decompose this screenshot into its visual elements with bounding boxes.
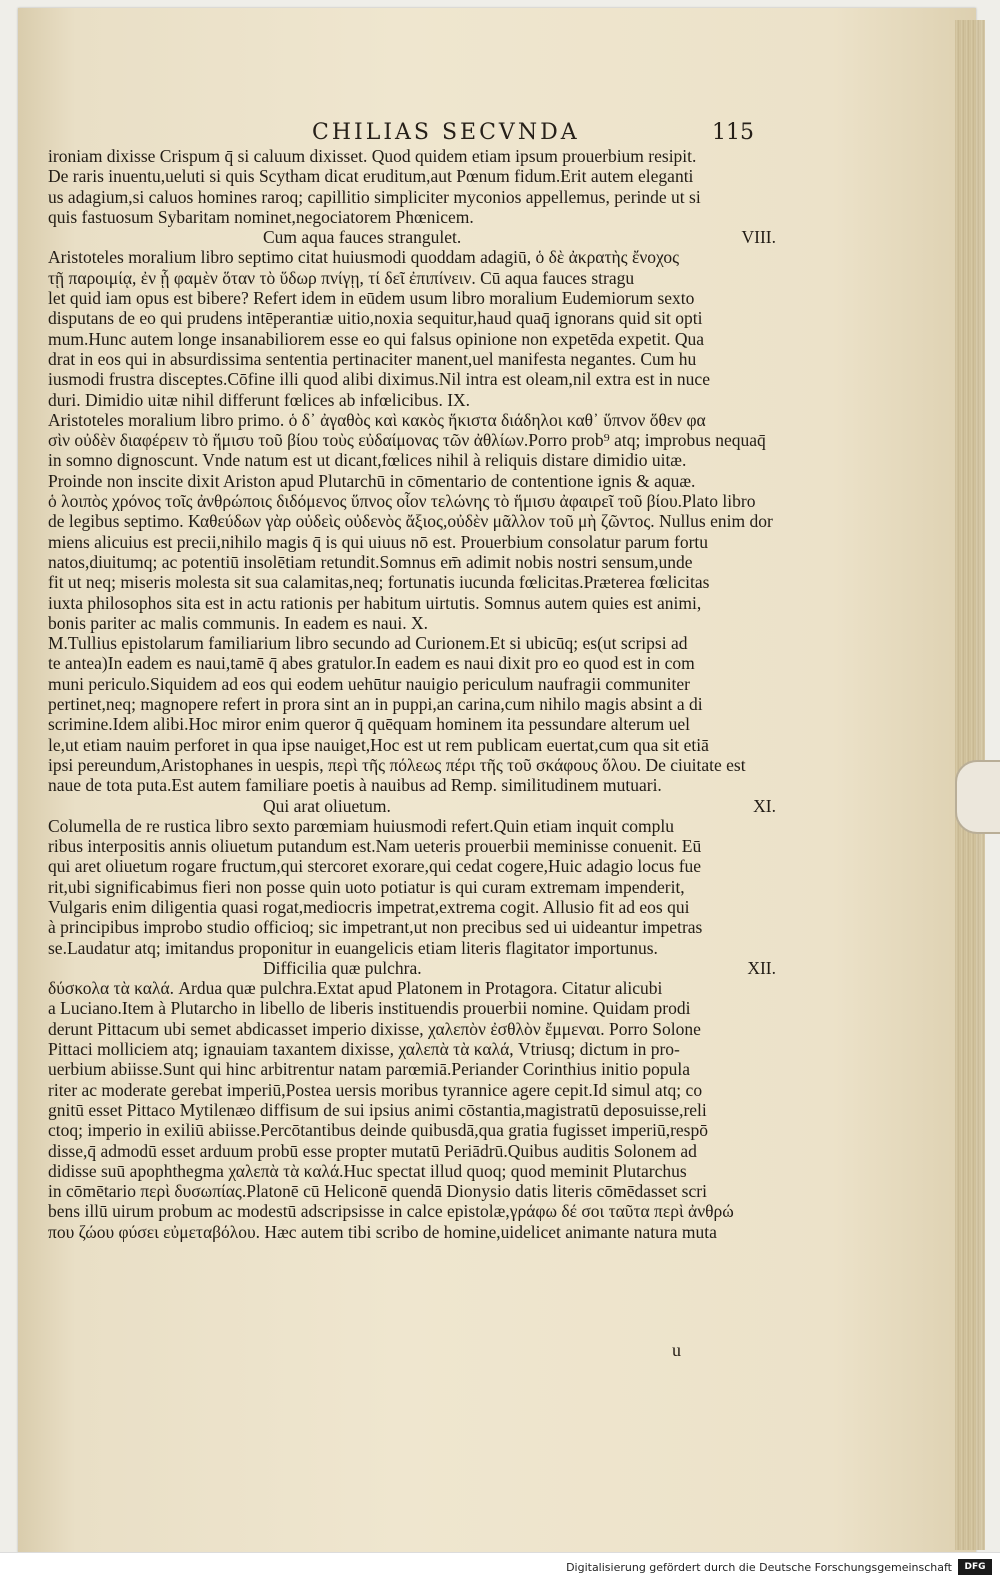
footer-bar <box>0 1552 1000 1583</box>
text-line: Columella de re rustica libro sexto parœmiam huiusmodi refert.Quin etiam inquit complu <box>48 815 674 836</box>
text-line: ὁ λοιπὸς χρόνος τοῖς ἀνθρώποις διδόμενος ὕπνος οἷον τελώνης τὸ ἥμισυ ἀφαιρεῖ τοῦ βίου.Plato libro <box>48 491 756 512</box>
adage-title: Qui arat oliuetum. <box>263 795 391 816</box>
text-line: natos,diuitumq; ac potentiū insolētiam retundit.Somnus em̄ adimit nobis nostri sensum,unde <box>48 551 693 572</box>
text-line: ironiam dixisse Crispum q̄ si caluum dixisset. Quod quidem etiam ipsum prouerbium resipit. <box>48 146 697 166</box>
text-line: us adagium,si caluos homines raroq; capillitio simpliciter myconios appellemus, perinde ut si <box>48 186 701 207</box>
adage-number: VIII. <box>741 227 776 248</box>
text-line: miens alicuius est precii,nihilo magis q̄ is qui uiuus nō est. Prouerbium consolatur parum fortu <box>48 531 709 552</box>
text-line: mum.Hunc autem longe insanabiliorem esse eo qui falsus opinione non expetēda expetit. Qua <box>48 328 705 349</box>
running-head: CHILIAS SECVNDA <box>312 120 580 145</box>
text-line: M.Tullius epistolarum familiarium libro secundo ad Curionem.Et si ubicūq; es(ut scripsi ad <box>48 633 688 654</box>
adage-number: XII. <box>747 957 776 978</box>
text-line: ctoq; imperio in exiliū abiisse.Percōtantibus deinde quibusdā,qua gratia fugisset imperiū,respō <box>48 1120 708 1141</box>
text-line: duri. Dimidio uitæ nihil differunt fœlices ab infœlicibus. IX. <box>48 389 471 410</box>
text-line: Proinde non inscite dixit Ariston apud Plutarchū in cōmentario de contentione ignis & aquæ. <box>48 470 696 491</box>
text-line: Aristoteles moralium libro septimo citat huiusmodi quoddam adagiū, ὁ δὲ ἀκρατὴς ἔνοχος <box>48 247 680 268</box>
text-line: se.Laudatur atq; imitandus proponitur in euangelicis etiam literis flagitator importunus. <box>48 937 658 958</box>
adage-heading <box>48 227 776 247</box>
text-line: le,ut etiam nauim perforet in qua ipse nauiget,Hoc est ut rem publicam euertat,cum qua sit etiā <box>48 734 709 755</box>
main-text <box>48 146 776 1242</box>
text-line: fit ut neq; miseris molesta sit sua calamitas,neq; fortunatis iucunda fœlicitas.Præterea fœlicitas <box>48 572 710 593</box>
text-line: rit,ubi significabimus fieri non posse quin uoto potiatur is qui curam extremam impenderit, <box>48 876 685 897</box>
text-line: derunt Pittacum ubi semet abdicasset imperio dixisse, χαλεπὸν ἐσθλὸν ἔμμεναι. Porro Solone <box>48 1018 701 1039</box>
adage-heading <box>48 958 776 978</box>
text-line: in cōmētario περὶ δυσωπίας.Platonē cū Heliconē quendā Dionysio datis literis cōmēdasset scri <box>48 1181 707 1202</box>
text-line: uerbium abiisse.Sunt qui hinc arbitrentur natam parœmiā.Periander Corinthius initio popula <box>48 1059 691 1080</box>
footer-credit: Digitalisierung gefördert durch die Deutsche Forschungsgemeinschaft <box>566 1561 952 1574</box>
text-line: disputans de eo qui prudens intēperantiæ uitio,noxia sequitur,haud quaq̄ ignorans quid sit opti <box>48 308 703 329</box>
text-line: te antea)In eadem es naui,tamē q̄ abes gratulor.In eadem es naui dixit pro eo quod est in com <box>48 653 695 674</box>
adage-title: Cum aqua fauces strangulet. <box>263 227 462 248</box>
text-line: scrimine.Idem alibi.Hoc miror enim queror q̄ quēquam hominem ita pessundare alterum uel <box>48 714 690 735</box>
page-tab-marker <box>955 760 1000 834</box>
text-line: Vulgaris enim diligentia quasi rogat,mediocris impetrat,extrema cogit. Allusio fit ad eos qui <box>48 896 690 917</box>
text-line: ribus interpositis annis oliuetum putandum est.Nam ueteris prouerbii meminisse conuenit. Eū <box>48 836 702 857</box>
text-line: muni periculo.Siquidem ad eos qui eodem uehūtur nauigio periculum naufragii communiter <box>48 673 690 694</box>
text-line: riter ac moderate gerebat imperiū,Postea uersis moribus tyrannice agere cepit.Id simul atq; co <box>48 1079 703 1100</box>
text-line: qui aret oliuetum rogare fructum,qui stercoret exorare,qui cedat cogere,Huic adagio locus fue <box>48 856 702 877</box>
text-line: Pittaci molliciem atq; ignauiam taxantem dixisse, χαλεπὰ τὰ καλά, Vtriusq; dictum in pro- <box>48 1039 680 1060</box>
text-line: iuxta philosophos sita est in actu rationis per habitum uirtutis. Somnus autem quies est animi, <box>48 592 702 613</box>
text-line: gnitū esset Pittaco Mytilenæo diffisum de sui ipsius animi cōstantia,magistratū deposuisse,reli <box>48 1099 707 1120</box>
adage-title: Difficilia quæ pulchra. <box>263 957 422 978</box>
page-number: 115 <box>712 120 754 145</box>
dfg-logo: DFG <box>958 1559 992 1575</box>
text-line: iusmodi frustra disceptes.Cōfine illi quod alibi diximus.Nil intra est oleam,nil extra est in nuce <box>48 369 710 390</box>
text-line: δύσκολα τὰ καλά. Ardua quæ pulchra.Extat apud Platonem in Protagora. Citatur alicubi <box>48 978 663 999</box>
text-line: De raris inuentu,ueluti si quis Scytham dicat eruditum,aut Pœnum fidum.Erit autem eleganti <box>48 166 694 187</box>
adage-heading <box>48 796 776 816</box>
text-line: a Luciano.Item à Plutarcho in libello de liberis instituendis prouerbii nomine. Quidam prodi <box>48 998 691 1019</box>
text-line: που ζώου φύσει εὐμεταβόλου. Hæc autem tibi scribo de homine,uidelicet animante natura muta <box>48 1221 717 1242</box>
text-line: ipsi pereundum,Aristophanes in uespis, περὶ τῆς πόλεως πέρι τῆς τοῦ σκάφους ὅλου. De ciuitate est <box>48 754 746 775</box>
text-line: bonis pariter ac malis communis. In eadem es naui. X. <box>48 612 429 633</box>
text-line: τῇ παροιμίᾳ, ἐν ᾗ φαμὲν ὅταν τὸ ὕδωρ πνίγῃ, τί δεῖ ἐπιπίνειν. Cū aqua fauces stragu <box>48 267 635 288</box>
text-line: σὶν οὐδὲν διαφέρειν τὸ ἥμισυ τοῦ βίου τοὺς εὐδαίμονας τῶν ἀθλίων.Porro prob⁹ atq; improbus nequaq̄ <box>48 430 766 451</box>
catchword: u <box>672 1340 681 1360</box>
text-line: pertinet,neq; magnopere refert in prora sint an in puppi,an carina,cum nihilo magis absint a di <box>48 694 703 715</box>
text-line: drat in eos qui in absurdissima sententia pertinaciter manent,uel manifesta negantes. Cum hu <box>48 348 697 369</box>
adage-number: XI. <box>753 795 776 816</box>
text-line: Aristoteles moralium libro primo. ὁ δ᾽ ἀγαθὸς καὶ κακὸς ἥκιστα διάδηλοι καθ᾽ ὕπνον ὅθεν φα <box>48 409 706 430</box>
text-line: quis fastuosum Sybaritam nominet,negociatorem Phœnicem. <box>48 206 474 227</box>
text-line: let quid iam opus est bibere? Refert idem in eūdem usum libro moralium Eudemiorum sexto <box>48 288 695 309</box>
text-line: naue de tota puta.Est autem familiare poetis à nauibus ad Remp. similitudinem mutuari. <box>48 775 662 796</box>
text-line: in somno dignoscunt. Vnde natum est ut dicant,fœlices nihil à reliquis distare dimidio uitæ. <box>48 450 687 471</box>
text-line: disse,q̄ admodū esset arduum probū esse propter mutatū Periādrū.Quibus auditis Solonem ad <box>48 1140 697 1161</box>
text-line: à principibus improbo studio officioq; sic impetrant,ut non precibus sed ui uideantur impetras <box>48 917 703 938</box>
text-line: de legibus septimo. Καθεύδων γὰρ οὐδεὶς οὐδενὸς ἄξιος,οὐδὲν μᾶλλον τοῦ μὴ ζῶντος. Nullus enim dor <box>48 511 773 532</box>
text-line: didisse suū apophthegma χαλεπὰ τὰ καλά.Huc spectat illud quoq; quod meminit Plutarchus <box>48 1160 687 1181</box>
text-line: bens illū uirum probum ac modestū adscripsisse in calce epistolæ,γράφω δέ σοι ταῦτα περὶ ἀνθρώ <box>48 1201 734 1222</box>
